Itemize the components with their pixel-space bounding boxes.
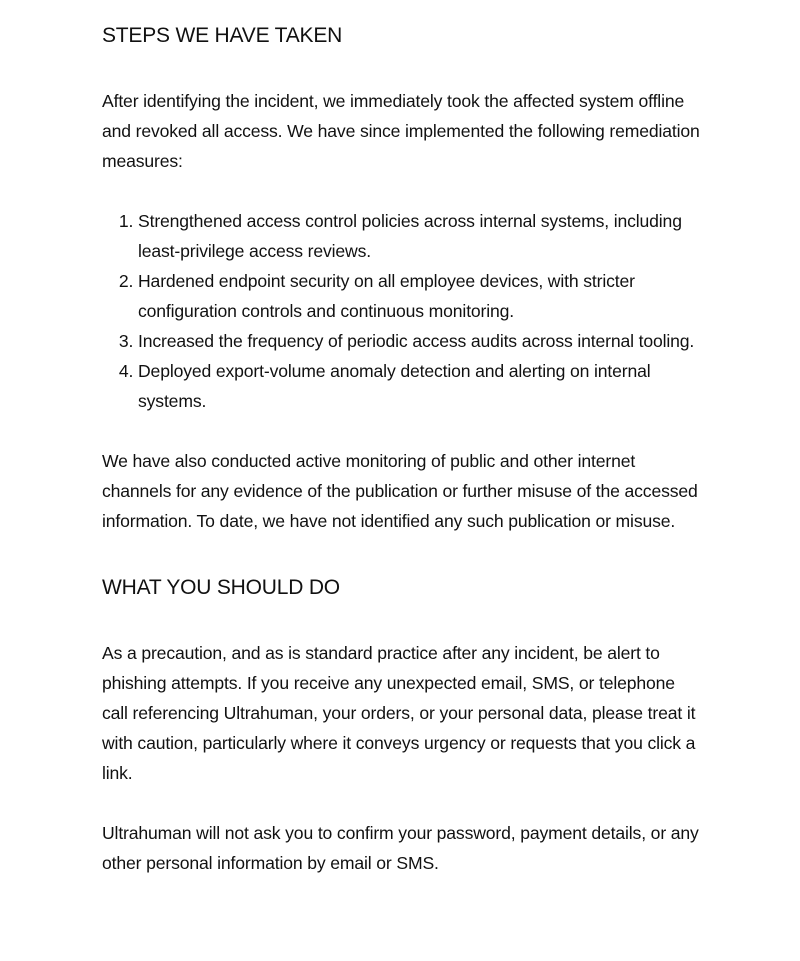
list-item: 4. Deployed export-volume anomaly detection and alerting on internal systems. [138,356,702,416]
notice-content [102,22,702,878]
what-to-do-heading: WHAT YOU SHOULD DO [102,576,340,599]
steps-heading: STEPS WE HAVE TAKEN [102,24,343,47]
no-request-paragraph: Ultrahuman will not ask you to confirm your password, payment details, or any other personal information by email or SMS. [102,823,699,873]
list-item: 3. Increased the frequency of periodic access audits across internal tooling. [138,326,702,356]
list-item: 1. Strengthened access control policies across internal systems, including least-privilege access reviews. [138,206,702,266]
remediation-measures-list [102,206,702,416]
steps-intro-paragraph: After identifying the incident, we immediately took the affected system offline and revoked all access. We have since implemented the following remediation measures: [102,91,700,171]
monitoring-paragraph: We have also conducted active monitoring of public and other internet channels for any evidence of the publication or further misuse of the accessed information. To date, we have not identified any such publication or misuse. [102,451,698,531]
precaution-paragraph: As a precaution, and as is standard practice after any incident, be alert to phishing attempts. If you receive any unexpected email, SMS, or telephone call referencing Ultrahuman, your orders, or your personal data, please treat it with caution, particularly where it conveys urgency or requests that you click a link. [102,643,696,783]
list-item: 2. Hardened endpoint security on all employee devices, with stricter configuration controls and continuous monitoring. [138,266,702,326]
